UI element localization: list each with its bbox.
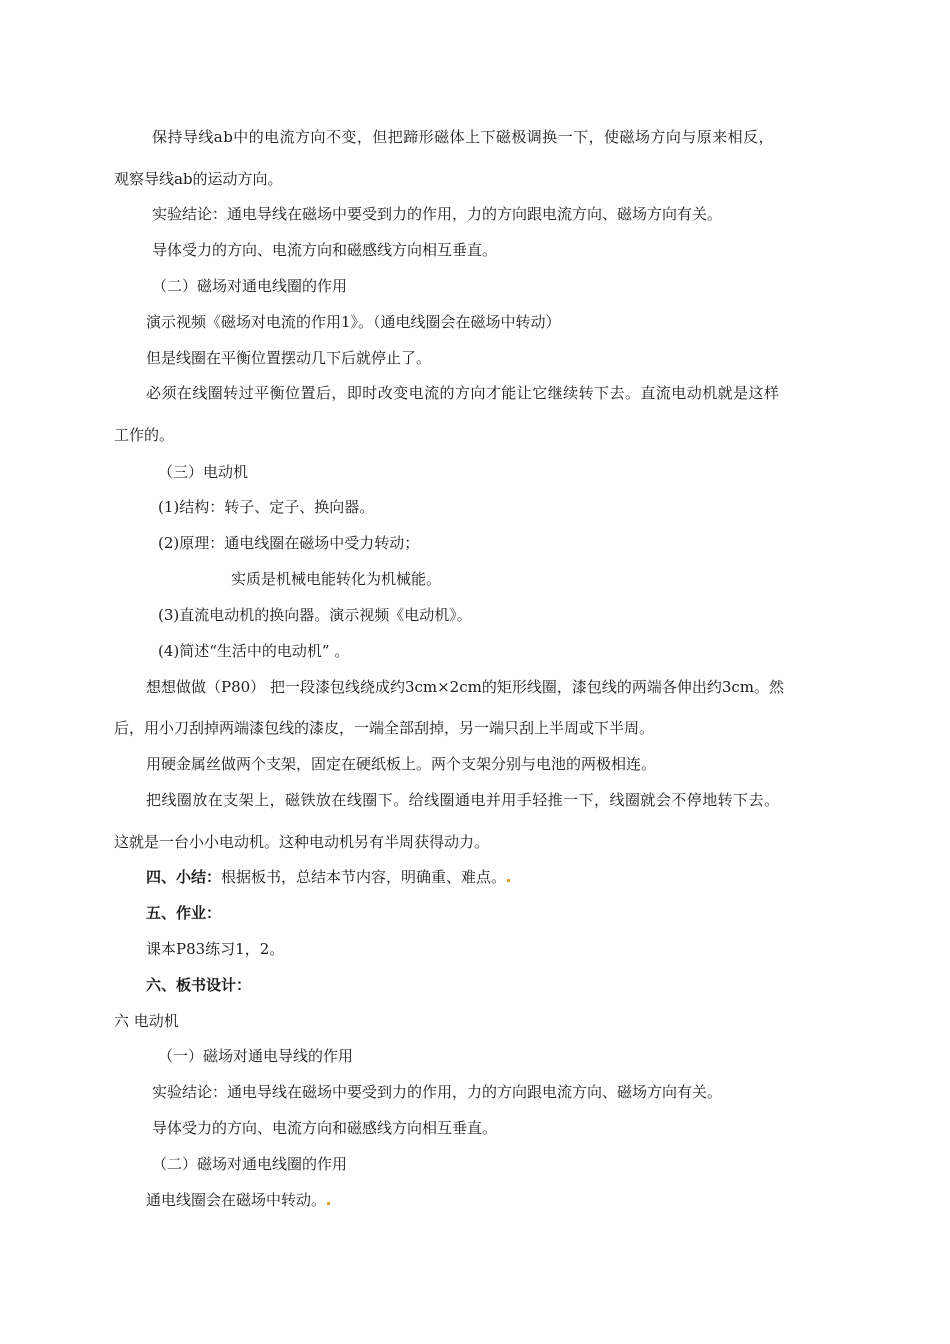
- paragraph-line: 演示视频《磁场对电流的作用1》。（通电线圈会在磁场中转动）: [146, 313, 561, 331]
- list-item: (2)原理：通电线圈在磁场中受力转动；: [158, 534, 420, 552]
- board-line: [146, 1190, 331, 1210]
- summary-line: [146, 867, 511, 887]
- paragraph-line: 后，用小刀刮掉两端漆包线的漆皮，一端全部刮掉，另一端只刮上半周或下半周。: [114, 719, 655, 737]
- paragraph-line: 把线圈放在支架上，磁铁放在线圈下。给线圈通电并用手轻推一下，线圈就会不停地转下去。: [146, 791, 780, 809]
- homework-text: 课本P83练习1，2。: [146, 940, 285, 958]
- section-heading: （三）电动机: [158, 463, 249, 481]
- paragraph-line: 必须在线圈转过平衡位置后，即时改变电流的方向才能让它继续转下去。直流电动机就是这样: [146, 384, 780, 402]
- board-line-text: 通电线圈会在磁场中转动。: [146, 1191, 327, 1209]
- paragraph-line: 观察导线ab的运动方向。: [114, 170, 283, 188]
- list-item: (3)直流电动机的换向器。演示视频《电动机》。: [158, 606, 472, 624]
- paragraph-line: 用硬金属丝做两个支架，固定在硬纸板上。两个支架分别与电池的两极相连。: [146, 755, 657, 773]
- paragraph-line: 但是线圈在平衡位置摆动几下后就停止了。: [146, 349, 432, 367]
- summary-text: 根据板书，总结本节内容，明确重、难点。: [221, 868, 507, 886]
- homework-heading: 五、作业：: [146, 904, 222, 922]
- paragraph-line: 实验结论：通电导线在磁场中要受到力的作用，力的方向跟电流方向、磁场方向有关。: [152, 205, 723, 223]
- board-line: 导体受力的方向、电流方向和磁感线方向相互垂直。: [152, 1119, 498, 1137]
- paragraph-line: 这就是一台小小电动机。这种电动机另有半周获得动力。: [114, 833, 490, 851]
- board-design-heading: 六、板书设计：: [146, 976, 252, 994]
- board-section: （二）磁场对通电线圈的作用: [152, 1155, 348, 1173]
- summary-label: 四、小结：: [146, 868, 222, 886]
- marker-dot: [507, 879, 510, 882]
- list-item: (1)结构：转子、定子、换向器。: [158, 498, 375, 516]
- marker-dot: [327, 1202, 330, 1205]
- list-item: (4)简述“生活中的电动机” 。: [158, 642, 350, 660]
- paragraph-line: 导体受力的方向、电流方向和磁感线方向相互垂直。: [152, 241, 498, 259]
- section-heading: （二）磁场对通电线圈的作用: [152, 277, 348, 295]
- board-line: 实验结论：通电导线在磁场中要受到力的作用，力的方向跟电流方向、磁场方向有关。: [152, 1083, 723, 1101]
- list-item-continuation: 实质是机械电能转化为机械能。: [231, 570, 442, 588]
- paragraph-line: 想想做做（P80） 把一段漆包线绕成约3cm×2cm的矩形线圈，漆包线的两端各伸出约3cm。然: [146, 678, 785, 696]
- paragraph-line: 工作的。: [114, 426, 175, 444]
- board-title: 六 电动机: [114, 1012, 179, 1030]
- paragraph-line: 保持导线ab中的电流方向不变，但把蹄形磁体上下磁极调换一下，使磁场方向与原来相反，: [152, 128, 774, 146]
- board-section: （一）磁场对通电导线的作用: [158, 1047, 354, 1065]
